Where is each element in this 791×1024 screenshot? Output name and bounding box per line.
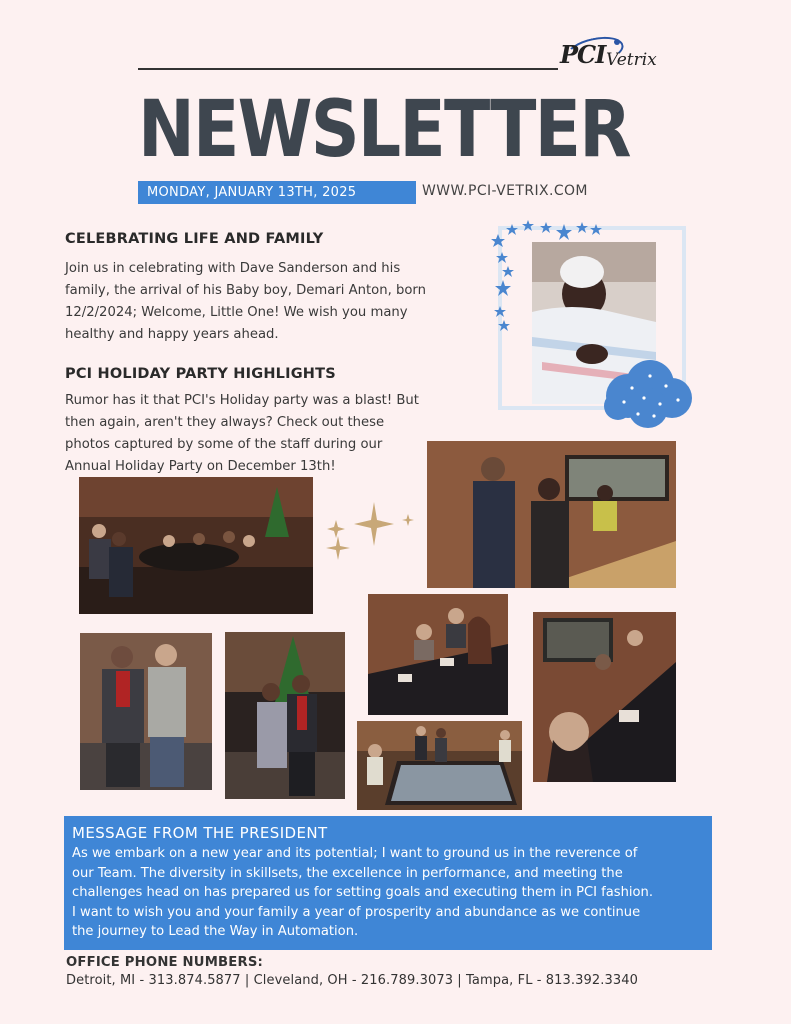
president-line: the journey to Lead the Way in Automation.	[72, 924, 359, 939]
family-line: Join us in celebrating with Dave Sanderson and his	[65, 261, 401, 276]
logo-sub-text: Vetrix	[606, 50, 657, 70]
president-body	[72, 844, 704, 942]
logo-main-text: PCI	[560, 40, 606, 69]
party-photo-pool-table	[357, 721, 522, 810]
president-heading: MESSAGE FROM THE PRESIDENT	[72, 824, 328, 842]
party-line: Annual Holiday Party on December 13th!	[65, 459, 336, 474]
party-photo-couple	[225, 632, 345, 799]
party-photo-selfie	[533, 612, 676, 782]
party-line: photos captured by some of the staff during our	[65, 437, 383, 452]
party-photo-dining-room	[79, 477, 313, 614]
president-message-box	[64, 816, 712, 950]
section-heading-family: CELEBRATING LIFE AND FAMILY	[65, 231, 324, 247]
president-line: I want to wish you and your family a year of prosperity and abundance as we continue	[72, 904, 641, 920]
company-logo	[556, 36, 676, 76]
party-photo-table-group	[368, 594, 508, 715]
president-line: As we embark on a new year and its potential; I want to ground us in the reverence of	[72, 846, 638, 861]
president-line: our Team. The diversity in skillsets, the excellence in performance, and meeting the	[72, 865, 623, 881]
section-heading-party: PCI HOLIDAY PARTY HIGHLIGHTS	[65, 366, 336, 382]
party-line: then again, aren't they always? Check out these	[65, 415, 385, 430]
website-link[interactable]: WWW.PCI-VETRIX.COM	[422, 183, 588, 199]
party-photo-two-men	[80, 633, 212, 790]
header-rule	[138, 68, 558, 70]
cloud-stars-icon	[598, 356, 696, 430]
family-line: family, the arrival of his Baby boy, Demari Anton, born	[65, 283, 426, 298]
party-photo-bar-group	[427, 441, 676, 588]
logo-dot	[614, 39, 620, 45]
party-line: Rumor has it that PCI's Holiday party was a blast! But	[65, 393, 419, 408]
sparkle-icon	[318, 496, 428, 568]
newsletter-title: NEWSLETTER	[138, 85, 630, 175]
president-line: challenges head on has prepared us for setting goals and executing them in PCI fashion.	[72, 885, 654, 900]
party-paragraph	[65, 390, 425, 478]
issue-date: MONDAY, JANUARY 13TH, 2025	[138, 181, 416, 204]
family-line: healthy and happy years ahead.	[65, 327, 279, 342]
family-paragraph	[65, 258, 485, 346]
phone-numbers-heading: OFFICE PHONE NUMBERS:	[66, 955, 264, 970]
family-line: 12/2/2024; Welcome, Little One! We wish you many	[65, 305, 408, 320]
phone-numbers-text: Detroit, MI - 313.874.5877 | Cleveland, OH - 216.789.3073 | Tampa, FL - 813.392.3340	[66, 973, 638, 988]
